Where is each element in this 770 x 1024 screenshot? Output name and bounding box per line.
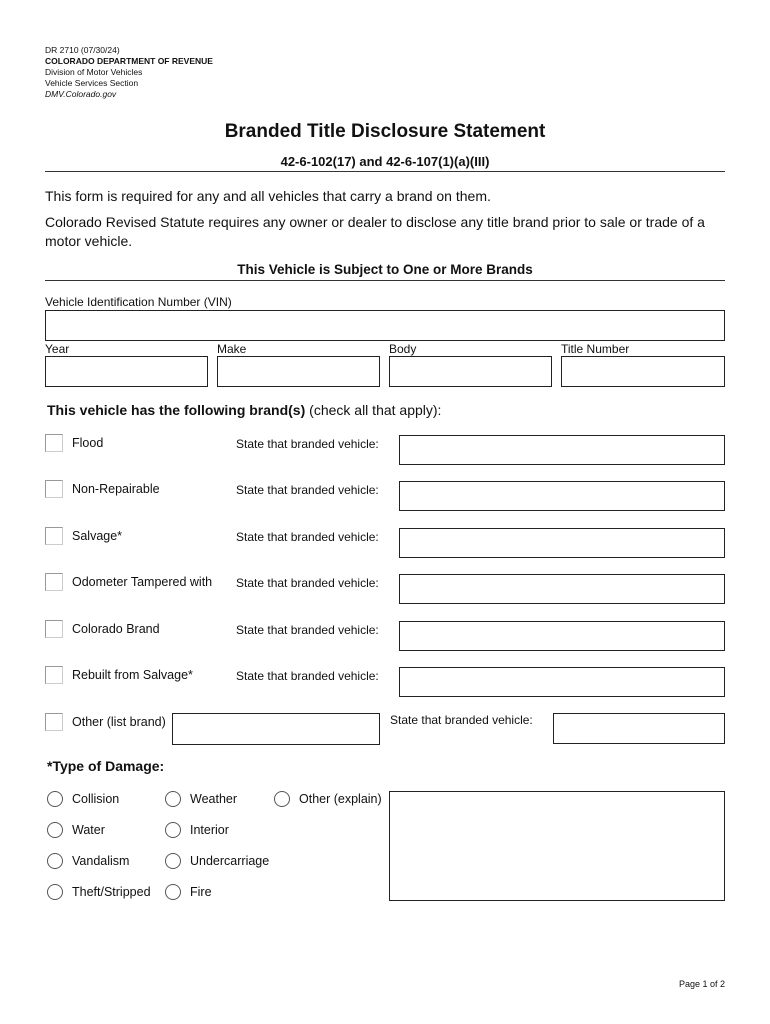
website: DMV.Colorado.gov xyxy=(45,89,117,99)
body-label: Body xyxy=(389,342,417,356)
other-brand-state-input[interactable] xyxy=(553,713,725,744)
non-repairable-checkbox[interactable] xyxy=(45,480,63,498)
title-number-label: Title Number xyxy=(561,342,630,356)
other-brand-checkbox[interactable] xyxy=(45,713,63,731)
flood-state-label: State that branded vehicle: xyxy=(236,437,379,451)
division-name: Division of Motor Vehicles xyxy=(45,67,143,77)
make-label: Make xyxy=(217,342,247,356)
fire-radio[interactable] xyxy=(165,884,181,900)
salvage-state-label: State that branded vehicle: xyxy=(236,530,379,544)
brands-heading xyxy=(47,402,441,418)
colorado-brand-state-label: State that branded vehicle: xyxy=(236,623,379,637)
other-damage-radio[interactable] xyxy=(274,791,290,807)
theft-label: Theft/Stripped xyxy=(72,885,151,899)
colorado-brand-state-input[interactable] xyxy=(399,621,725,651)
rebuilt-state-label: State that branded vehicle: xyxy=(236,669,379,683)
interior-radio[interactable] xyxy=(165,822,181,838)
salvage-checkbox[interactable] xyxy=(45,527,63,545)
salvage-state-input[interactable] xyxy=(399,528,725,558)
rebuilt-label: Rebuilt from Salvage* xyxy=(72,668,193,682)
make-input[interactable] xyxy=(217,356,380,387)
body-input[interactable] xyxy=(389,356,552,387)
salvage-label: Salvage* xyxy=(72,529,123,543)
statute-reference: 42-6-102(17) and 42-6-107(1)(a)(III) xyxy=(280,154,490,169)
colorado-brand-label: Colorado Brand xyxy=(72,622,160,636)
odometer-state-input[interactable] xyxy=(399,574,725,604)
year-input[interactable] xyxy=(45,356,208,387)
collision-radio[interactable] xyxy=(47,791,63,807)
water-label: Water xyxy=(72,823,105,837)
non-repairable-state-input[interactable] xyxy=(399,481,725,511)
undercarriage-label: Undercarriage xyxy=(190,854,270,868)
flood-label: Flood xyxy=(72,436,104,450)
colorado-brand-checkbox[interactable] xyxy=(45,620,63,638)
collision-label: Collision xyxy=(72,792,120,806)
intro-text-1: This form is required for any and all vehicles that carry a brand on them. xyxy=(45,188,491,204)
fire-label: Fire xyxy=(190,885,212,899)
non-repairable-state-label: State that branded vehicle: xyxy=(236,483,379,497)
page-title: Branded Title Disclosure Statement xyxy=(224,121,546,142)
section-heading: This Vehicle is Subject to One or More Brands xyxy=(237,262,533,277)
weather-radio[interactable] xyxy=(165,791,181,807)
brands-heading-rest: (check all that apply): xyxy=(305,402,442,418)
form-number: DR 2710 (07/30/24) xyxy=(45,45,120,55)
other-brand-state-label: State that branded vehicle: xyxy=(390,713,533,727)
title-number-input[interactable] xyxy=(561,356,725,387)
water-radio[interactable] xyxy=(47,822,63,838)
other-brand-input[interactable] xyxy=(172,713,380,745)
department-name: COLORADO DEPARTMENT OF REVENUE xyxy=(45,56,213,66)
flood-checkbox[interactable] xyxy=(45,434,63,452)
page-number: Page 1 of 2 xyxy=(678,979,725,989)
other-brand-label: Other (list brand) xyxy=(72,715,166,729)
divider xyxy=(45,280,725,281)
section-name: Vehicle Services Section xyxy=(45,78,139,88)
rebuilt-checkbox[interactable] xyxy=(45,666,63,684)
vin-input[interactable] xyxy=(45,310,725,341)
theft-radio[interactable] xyxy=(47,884,63,900)
intro-text-2: Colorado Revised Statute requires any owner or dealer to disclose any title brand prior to sale or trade of a motor vehicle. xyxy=(45,214,705,249)
rebuilt-state-input[interactable] xyxy=(399,667,725,697)
vin-label: Vehicle Identification Number (VIN) xyxy=(45,295,232,309)
vandalism-radio[interactable] xyxy=(47,853,63,869)
non-repairable-label: Non-Repairable xyxy=(72,482,160,496)
undercarriage-radio[interactable] xyxy=(165,853,181,869)
weather-label: Weather xyxy=(190,792,238,806)
damage-heading: *Type of Damage: xyxy=(47,758,165,774)
odometer-label: Odometer Tampered with xyxy=(72,575,213,589)
interior-label: Interior xyxy=(190,823,229,837)
damage-explain-textarea[interactable] xyxy=(389,791,725,901)
flood-state-input[interactable] xyxy=(399,435,725,465)
year-label: Year xyxy=(45,342,70,356)
odometer-checkbox[interactable] xyxy=(45,573,63,591)
brands-heading-bold: This vehicle has the following brand(s) xyxy=(47,402,306,418)
other-damage-label: Other (explain) xyxy=(299,792,382,806)
divider xyxy=(45,171,725,172)
odometer-state-label: State that branded vehicle: xyxy=(236,576,379,590)
vandalism-label: Vandalism xyxy=(72,854,130,868)
